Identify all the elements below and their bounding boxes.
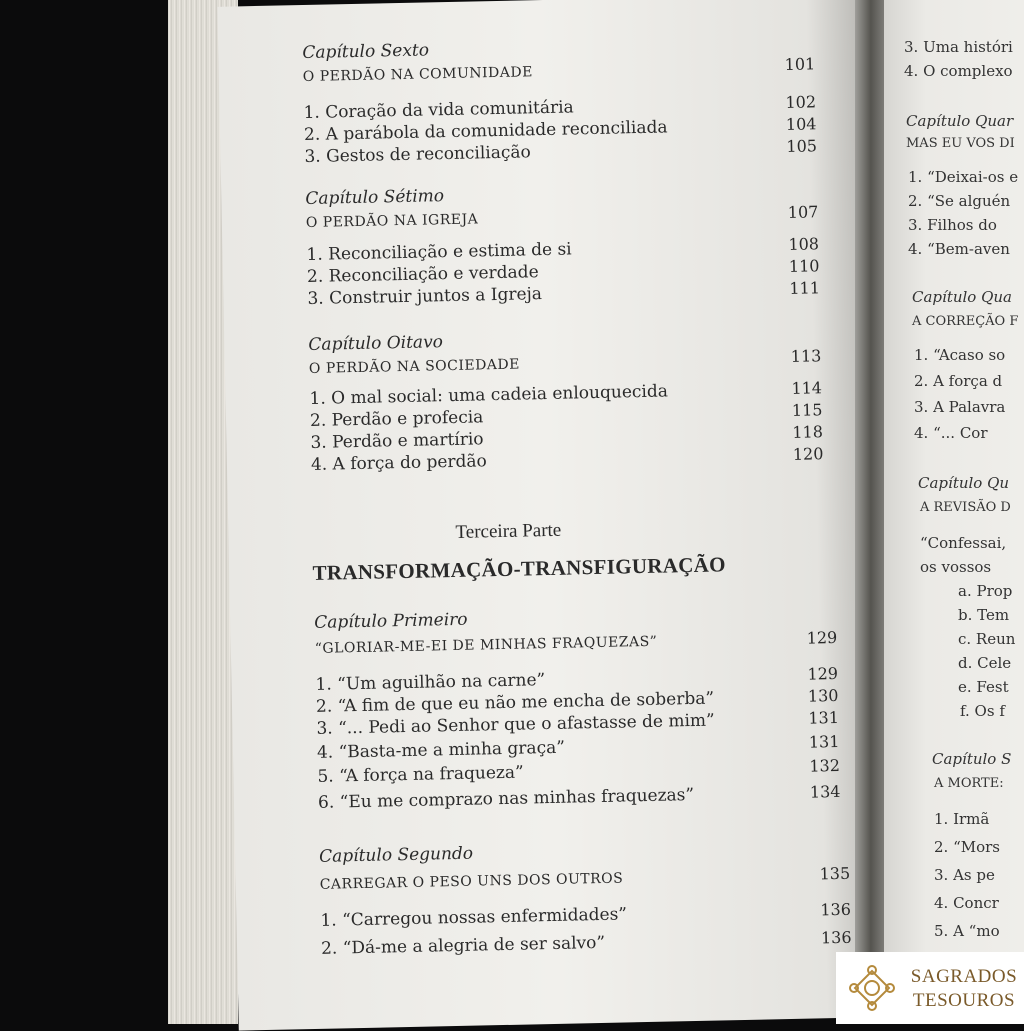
toc-entry: os vossos: [920, 558, 992, 576]
toc-entry: 4. “Basta-me a minha graça”: [316, 737, 566, 763]
chapter-title: MAS EU VOS DI: [906, 136, 1015, 151]
toc-entry: 4. O complexo: [904, 62, 1013, 80]
toc-entry: 3. Gestos de reconciliação: [304, 142, 531, 168]
toc-entry: f. Os f: [960, 702, 1005, 720]
chapter-heading: Capítulo Qua: [912, 288, 1013, 306]
toc-entry: 3. Construir juntos a Igreja: [307, 284, 543, 309]
page-number: 102: [785, 92, 817, 112]
chapter-title: O PERDÃO NA COMUNIDADE: [302, 64, 534, 86]
chapter-title: A MORTE:: [934, 776, 1004, 791]
page-number: 118: [792, 422, 824, 442]
toc-entry: 2. A força d: [914, 372, 1003, 390]
toc-entry: 2. “Se alguén: [908, 192, 1011, 210]
page-number: 113: [790, 346, 822, 366]
toc-entry: 4. “Bem-aven: [908, 240, 1010, 258]
toc-entry: 4. “... Cor: [914, 424, 988, 442]
page-number: 108: [788, 234, 820, 254]
toc-entry: 2. “A fim de que eu não me encha de soberba”: [315, 688, 715, 717]
toc-entry: 1. “Carregou nossas enfermidades”: [320, 904, 628, 931]
page-number: 136: [820, 927, 852, 948]
chapter-heading: Capítulo S: [932, 750, 1012, 768]
chapter-title: O PERDÃO NA SOCIEDADE: [308, 356, 521, 377]
watermark-line-1: SAGRADOS: [910, 966, 1018, 987]
chapter-heading: Capítulo Sétimo: [305, 186, 445, 210]
watermark-line-2: TESOUROS: [912, 990, 1016, 1011]
toc-entry: 4. Concr: [934, 894, 999, 912]
toc-entry: 1. O mal social: uma cadeia enlouquecida: [309, 381, 669, 409]
toc-entry: “Confessai,: [920, 534, 1007, 552]
part-label: Terceira Parte: [455, 519, 562, 543]
toc-entry: 3. Uma históri: [904, 38, 1013, 56]
toc-entry: 6. “Eu me comprazo nas minhas fraquezas”: [317, 785, 695, 813]
right-page: [884, 0, 1024, 1024]
toc-entry: 3. Perdão e martírio: [310, 429, 484, 453]
page-number: 131: [808, 707, 840, 728]
page-number: 136: [820, 899, 852, 920]
chapter-title: CARREGAR O PESO UNS DOS OUTROS: [319, 870, 624, 893]
chapter-heading: Capítulo Oitavo: [308, 332, 444, 355]
toc-entry: c. Reun: [958, 630, 1016, 648]
chapter-title: A REVISÃO D: [920, 500, 1011, 515]
toc-entry: 3. As pe: [934, 866, 995, 884]
page-number: 130: [807, 685, 839, 706]
chapter-heading: Capítulo Qu: [918, 474, 1010, 492]
page-number: 135: [819, 863, 851, 884]
chapter-title: A CORREÇÃO F: [912, 314, 1019, 329]
toc-entry: 3. “... Pedi ao Senhor que o afastasse de mim”: [316, 710, 715, 739]
toc-entry: 2. “Mors: [934, 838, 1001, 856]
toc-entry: 2. Reconciliação e verdade: [306, 262, 539, 287]
toc-entry: 3. Filhos do: [908, 216, 997, 234]
page-number: 110: [788, 256, 820, 276]
page-number: 129: [806, 627, 838, 648]
toc-entry: e. Fest: [958, 678, 1009, 696]
page-number: 120: [792, 444, 824, 464]
page-number: 107: [787, 202, 819, 222]
toc-entry: 2. “Dá-me a alegria de ser salvo”: [320, 932, 606, 959]
toc-entry: 3. A Palavra: [914, 398, 1006, 416]
toc-entry: b. Tem: [958, 606, 1010, 624]
toc-entry: 1. “Deixai-os e: [908, 168, 1019, 186]
toc-entry: 1. Coração da vida comunitária: [303, 97, 574, 124]
page-number: 104: [785, 114, 817, 134]
page-number: 131: [808, 731, 840, 752]
left-page: [217, 0, 878, 1031]
page-number: 111: [789, 278, 821, 298]
page-number: 101: [784, 54, 816, 74]
toc-entry: 1. “Um aguilhão na carne”: [315, 670, 546, 695]
chapter-title: O PERDÃO NA IGREJA: [305, 211, 479, 232]
chapter-heading: Capítulo Sexto: [302, 40, 430, 64]
chapter-title: “GLORIAR-ME-EI DE MINHAS FRAQUEZAS”: [314, 633, 658, 657]
ornament-icon: [846, 962, 898, 1014]
page-number: 132: [809, 755, 841, 776]
chapter-heading: Capítulo Primeiro: [314, 609, 468, 633]
watermark-logo: [836, 952, 1024, 1024]
toc-entry: 2. Perdão e profecia: [309, 407, 484, 431]
part-title: TRANSFORMAÇÃO-TRANSFIGURAÇÃO: [312, 552, 726, 585]
toc-entry: 1. Reconciliação e estima de si: [306, 239, 572, 265]
page-number: 114: [791, 378, 823, 398]
page-number: 105: [786, 136, 818, 156]
toc-entry: a. Prop: [958, 582, 1013, 600]
toc-entry: 2. A parábola da comunidade reconciliada: [303, 117, 668, 146]
toc-entry: 1. Irmã: [934, 810, 990, 828]
toc-entry: 1. “Acaso so: [914, 346, 1006, 364]
toc-entry: d. Cele: [958, 654, 1012, 672]
page-number: 115: [791, 400, 823, 420]
page-number: 134: [809, 781, 841, 802]
page-number: 129: [807, 663, 839, 684]
toc-entry: 5. “A força na fraqueza”: [317, 762, 524, 787]
chapter-heading: Capítulo Segundo: [318, 843, 474, 867]
chapter-heading: Capítulo Quar: [906, 112, 1014, 130]
toc-entry: 5. A “mo: [934, 922, 1000, 940]
toc-entry: 4. A força do perdão: [310, 451, 488, 475]
